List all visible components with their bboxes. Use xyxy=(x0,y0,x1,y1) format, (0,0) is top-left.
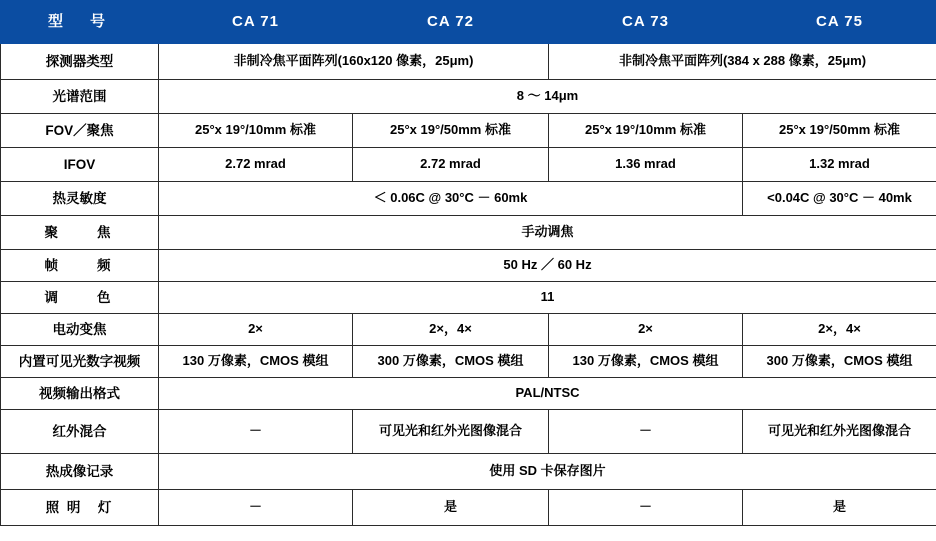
column-header-ca75: CA 75 xyxy=(743,1,936,44)
row-cell: 50 Hz ／ 60 Hz xyxy=(159,250,936,282)
row-cell: 25°x 19°/10mm 标准 xyxy=(549,114,743,148)
row-label-text: 内置可见光数字视频 xyxy=(18,353,141,369)
table-body xyxy=(1,44,936,526)
row-cell: <0.04C @ 30°C － 40mk xyxy=(743,182,936,216)
row-cell: 非制冷焦平面阵列(384 x 288 像素，25μm) xyxy=(549,44,936,80)
column-header-ca71: CA 71 xyxy=(159,1,353,44)
row-label: 热成像记录 xyxy=(1,454,159,490)
row-cell: 25°x 19°/50mm 标准 xyxy=(353,114,549,148)
row-label: 探测器类型 xyxy=(1,44,159,80)
row-label: 电动变焦 xyxy=(1,314,159,346)
row-cell: ＜ 0.06C @ 30°C － 60mk xyxy=(159,182,743,216)
row-cell: 25°x 19°/50mm 标准 xyxy=(743,114,936,148)
row-cell: 11 xyxy=(159,282,936,314)
table-row xyxy=(1,346,936,378)
table-row xyxy=(1,148,936,182)
table-row xyxy=(1,454,936,490)
row-cell: 可见光和红外光图像混合 xyxy=(743,410,936,454)
row-label: IFOV xyxy=(1,148,159,182)
column-header-model: 型 号 xyxy=(1,1,159,44)
row-label: 光谱范围 xyxy=(1,80,159,114)
table-row xyxy=(1,490,936,526)
row-label xyxy=(1,346,159,378)
row-cell: － xyxy=(159,490,353,526)
table-row xyxy=(1,250,936,282)
table-row xyxy=(1,314,936,346)
table-row xyxy=(1,44,936,80)
row-cell: － xyxy=(549,410,743,454)
row-cell: 2.72 mrad xyxy=(353,148,549,182)
row-label: 红外混合 xyxy=(1,410,159,454)
row-cell: 是 xyxy=(353,490,549,526)
row-cell: 8 ～ 14μm xyxy=(159,80,936,114)
row-cell: PAL/NTSC xyxy=(159,378,936,410)
table-row xyxy=(1,410,936,454)
row-cell: 2.72 mrad xyxy=(159,148,353,182)
row-label: 聚 焦 xyxy=(1,216,159,250)
row-cell: 2× xyxy=(549,314,743,346)
row-cell: 2× xyxy=(159,314,353,346)
row-label: 视频输出格式 xyxy=(1,378,159,410)
column-header-ca73: CA 73 xyxy=(549,1,743,44)
row-cell: 可见光和红外光图像混合 xyxy=(353,410,549,454)
row-cell: 130 万像素，CMOS 模组 xyxy=(549,346,743,378)
table-header-row xyxy=(1,1,936,44)
row-cell: 使用 SD 卡保存图片 xyxy=(159,454,936,490)
row-cell: 1.32 mrad xyxy=(743,148,936,182)
row-label: 调 色 xyxy=(1,282,159,314)
row-cell: － xyxy=(549,490,743,526)
row-cell: 2×，4× xyxy=(743,314,936,346)
row-cell: 2×，4× xyxy=(353,314,549,346)
row-label: 照 明 灯 xyxy=(1,490,159,526)
table-row xyxy=(1,182,936,216)
row-cell: 手动调焦 xyxy=(159,216,936,250)
row-cell: 300 万像素，CMOS 模组 xyxy=(353,346,549,378)
row-cell: － xyxy=(159,410,353,454)
row-cell: 1.36 mrad xyxy=(549,148,743,182)
table-row xyxy=(1,80,936,114)
row-label: 帧 频 xyxy=(1,250,159,282)
table-row xyxy=(1,216,936,250)
table-row xyxy=(1,378,936,410)
row-label: 热灵敏度 xyxy=(1,182,159,216)
table-row xyxy=(1,282,936,314)
table-row xyxy=(1,114,936,148)
row-cell: 130 万像素，CMOS 模组 xyxy=(159,346,353,378)
table-header xyxy=(1,1,936,44)
row-cell: 是 xyxy=(743,490,936,526)
row-cell: 25°x 19°/10mm 标准 xyxy=(159,114,353,148)
row-cell: 非制冷焦平面阵列(160x120 像素，25μm) xyxy=(159,44,549,80)
column-header-ca72: CA 72 xyxy=(353,1,549,44)
row-label: FOV／聚焦 xyxy=(1,114,159,148)
row-cell: 300 万像素，CMOS 模组 xyxy=(743,346,936,378)
